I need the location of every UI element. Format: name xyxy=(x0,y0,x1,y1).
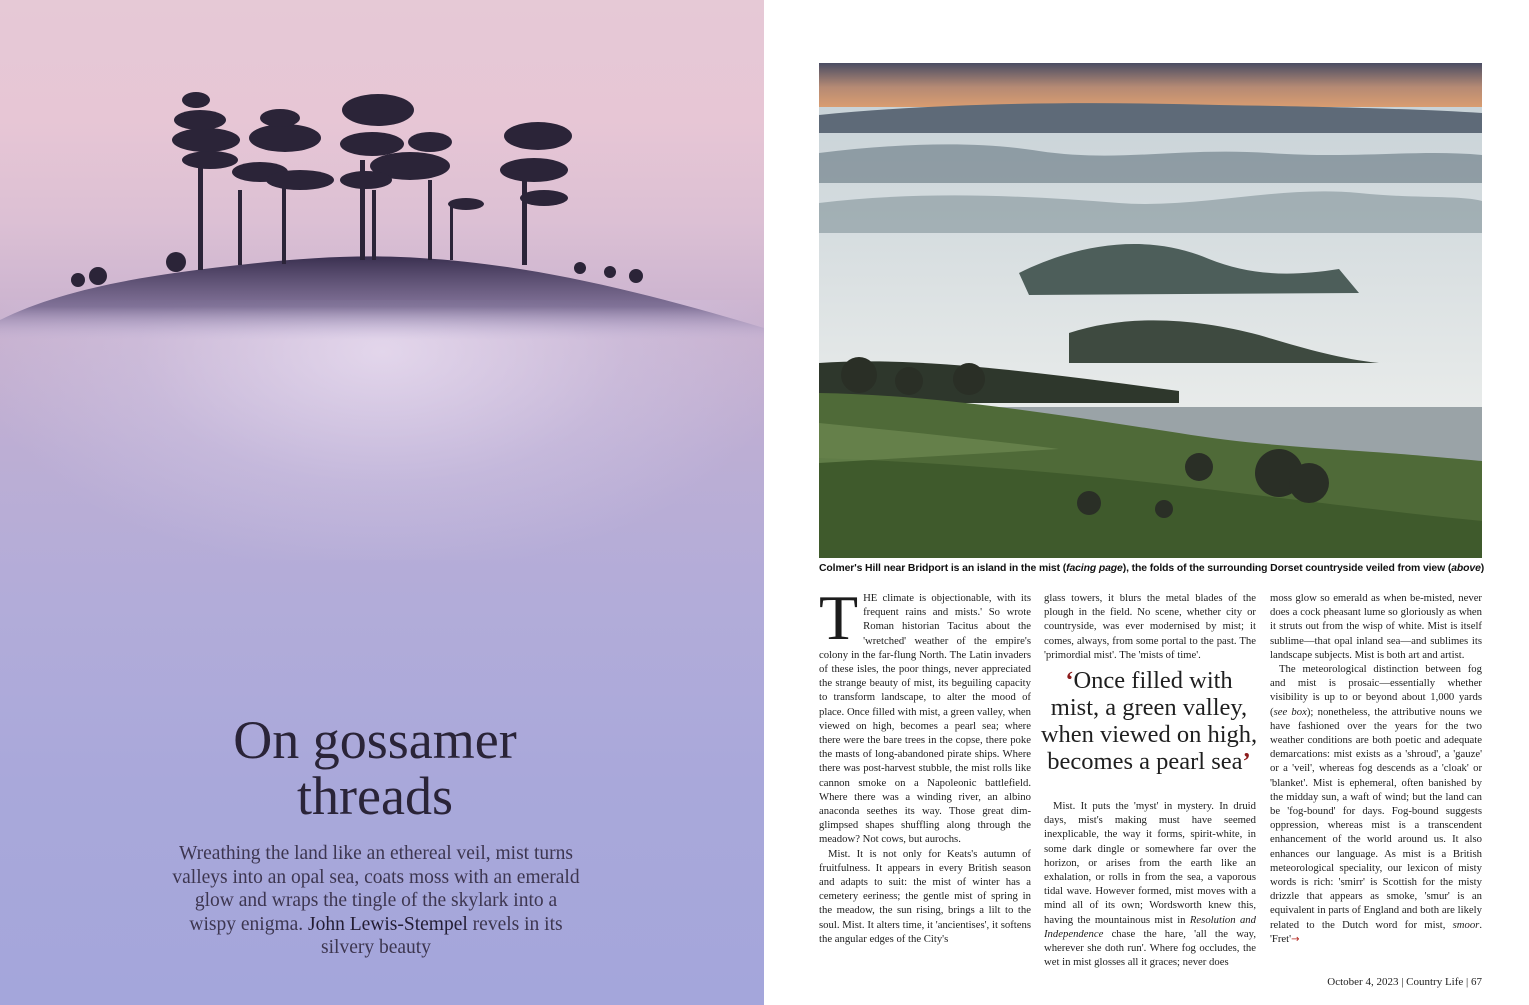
caption-part-2: ), the folds of the surrounding Dorset countryside veiled from view ( xyxy=(1122,563,1452,574)
article-standfirst xyxy=(170,842,582,960)
paragraph-text: Mist. It is not only for Keats's autumn of fruitfulness. It appears in every British season and adapts to suit: the mist of winter has a cemetery eeriness; the gentle mist of spring in the meadow, the sun rising, brings a lilt to the soul. Mist. It alters time, it 'ancientises', it softens the angular edges of the City's xyxy=(819,847,1031,945)
continue-arrow-icon: → xyxy=(1291,933,1300,945)
body-paragraph xyxy=(1044,591,1256,662)
paragraph-text: The meteorological distinction between fog and mist is prosaic—essentially whether visibility is up to or beyond about 1,000 yards ( xyxy=(1270,663,1482,718)
paragraph-text: ); nonetheless, the attributive nouns we have fashioned over the years for the two weather conditions are both poetic and adequate demarcations: mist exists as a 'shroud', a 'gauze' or a 'veil', whereas fog descends as a 'cloak' or 'blanket'. Mist is ephemeral, often banished by the midday sun, a waft of wind; but the land can be 'fog-bound' for days. Fog-bound suggests oppression, whereas mist is a transcendent enhancement of the world around us. It also enhances our language. As mist is a British meteorological speciality, our lexicon of misty words is rich: 'smirr' is Scottish for the misty drizzle that appears as smoke, 'smur' is an equivalent in parts of England and both are likely related to the Dutch word for mist, xyxy=(1270,705,1482,931)
body-paragraph xyxy=(1044,799,1256,969)
headline-line-2: threads xyxy=(297,766,453,826)
cross-reference: see box xyxy=(1273,705,1307,718)
paragraph-text: Mist. It puts the 'myst' in mystery. In druid days, mist's making must have seemed inexplicable, the way it forms, spirit-white, in some dark dingle or somewhere far over the horizon, or arises from the earth like an exhalation, or rolls in from the sea, a vaporous tidal wave. However formed, mist moves with a mind all of its own; Wordsworth knew this, having the mountainous mist in xyxy=(1044,800,1256,926)
article-headline xyxy=(190,712,560,824)
body-column-1 xyxy=(819,582,1031,946)
close-quote-mark: ’ xyxy=(1242,748,1251,775)
page-folio: October 4, 2023 | Country Life | 67 xyxy=(1327,976,1482,988)
body-paragraph xyxy=(819,847,1031,946)
paragraph-text: HE climate is objectionable, with its frequent rains and mists.' So wrote Roman historian Tacitus about the 'wretched' weather of the empire's colony in the far-flung North. The Latin invaders of these isles, the poor things, never appreciated the strange beauty of mist, its beguiling capacity to transform landscape, to alter the mood of place. Once filled with mist, a green valley, when viewed on high, becomes a pearl sea; where there were the bare trees in the copse, there poke the masts of long-abandoned pirate ships. Where there was post-harvest stubble, the mist rolls like cannon smoke on a Napoleonic battlefield. Where there was a winding river, an albino anaconda seethes its way. Those great dim-glimpsed shapes shuffling along through the meadow? Not cows, but aurochs. xyxy=(819,592,1031,846)
body-column-2 xyxy=(1044,591,1256,969)
body-paragraph xyxy=(819,582,1031,847)
caption-italic-1: facing page xyxy=(1066,563,1123,574)
headline-line-1: On gossamer xyxy=(233,710,517,770)
standfirst-text: Wreathing the land like an ethereal veil, mist turns valleys into an opal sea, coats moss with an emerald glow and wraps the tingle of the skylark into a wispy enigma. xyxy=(172,843,580,935)
pull-quote-text: Once filled with mist, a green valley, when viewed on high, becomes a pearl sea xyxy=(1040,667,1258,775)
dutch-word: smoor xyxy=(1452,918,1480,931)
hill-with-trees-silhouette xyxy=(0,80,764,340)
book-title: Resolution and Independence xyxy=(1044,913,1256,940)
standfirst-tail: revels in its silvery beauty xyxy=(321,913,563,958)
paragraph-text: chase the hare, 'all the way, wherever she doth run'. Where fog occludes, the wet in mist glosses all it graces; never does xyxy=(1044,927,1256,969)
author-byline: John Lewis-Stempel xyxy=(308,913,468,935)
photo-caption xyxy=(819,562,1485,576)
body-paragraph xyxy=(1270,591,1482,662)
drop-cap: T xyxy=(819,582,859,653)
paragraph-text: . 'Fret' xyxy=(1270,918,1482,945)
body-paragraph xyxy=(1270,662,1482,947)
pull-quote xyxy=(1040,667,1258,775)
open-quote-mark: ‘ xyxy=(1065,667,1074,694)
paragraph-text: glass towers, it blurs the metal blades of the plough in the field. No scene, whether city or countryside, was ever modernised by mist; it comes, always, from some portal to the past. The 'primordial mist'. The 'mists of time'. xyxy=(1044,592,1256,661)
body-column-3 xyxy=(1270,591,1482,947)
opening-photo-colmers-hill xyxy=(0,0,764,1005)
misty-dorset-valley-photo xyxy=(819,63,1482,558)
caption-part-3: ) xyxy=(1480,563,1485,574)
caption-part-1: Colmer's Hill near Bridport is an island in the mist ( xyxy=(819,563,1067,574)
caption-italic-2: above xyxy=(1451,563,1481,574)
paragraph-text: moss glow so emerald as when be-misted, never does a cock pheasant lume so gloriously as when it struts out from the wisp of white. Mist is itself sublime—that opal inland sea—and sublimes its landscape subjects. Mist is both art and artist. xyxy=(1270,592,1482,661)
